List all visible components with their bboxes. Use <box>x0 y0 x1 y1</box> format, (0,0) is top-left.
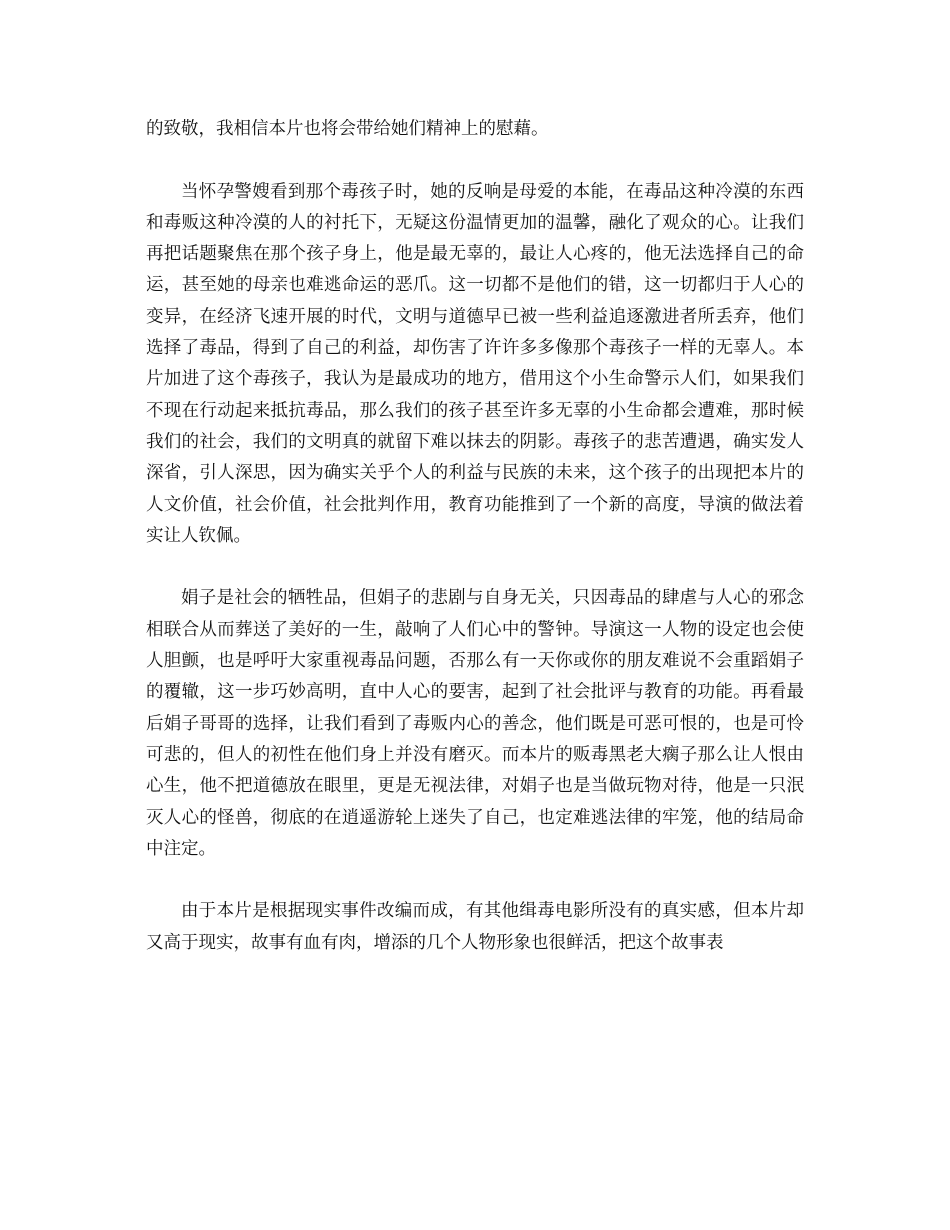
document-page <box>146 114 804 959</box>
paragraph-gap <box>146 145 804 176</box>
paragraph-2: 当怀孕警嫂看到那个毒孩子时，她的反响是母爱的本能，在毒品这种冷漠的东西和毒贩这种冷漠的人的衬托下，无疑这份温情更加的温馨，融化了观众的心。让我们再把话题聚焦在那个孩子身上，他是最无辜的，最让人心疼的，他无法选择自己的命运，甚至她的母亲也难逃命运的恶爪。这一切都不是他们的错，这一切都归于人心的变异，在经济飞速开展的时代，文明与道德早已被一些利益追逐激进者所丢弃，他们选择了毒品，得到了自己的利益，却伤害了许许多多像那个毒孩子一样的无辜人。本片加进了这个毒孩子，我认为是最成功的地方，借用这个小生命警示人们，如果我们不现在行动起来抵抗毒品，那么我们的孩子甚至许多无辜的小生命都会遭难，那时候我们的社会，我们的文明真的就留下难以抹去的阴影。毒孩子的悲苦遭遇，确实发人深省，引人深思，因为确实关乎个人的利益与民族的未来，这个孩子的出现把本片的人文价值，社会价值，社会批判作用，教育功能推到了一个新的高度，导演的做法着实让人钦佩。 <box>146 181 804 546</box>
paragraph-3: 娟子是社会的牺牲品，但娟子的悲剧与自身无关，只因毒品的肆虐与人心的邪念相联合从而葬送了美好的一生，敲响了人们心中的警钟。导演这一人物的设定也会使人胆颤，也是呼吁大家重视毒品问题，否那么有一天你或你的朋友难说不会重蹈娟子的覆辙，这一步巧妙高明，直中人心的要害，起到了社会批评与教育的功能。再看最后娟子哥哥的选择，让我们看到了毒贩内心的善念，他们既是可恶可恨的，也是可怜可悲的，但人的初性在他们身上并没有磨灭。而本片的贩毒黑老大瘸子那么让人恨由心生，他不把道德放在眼里，更是无视法律，对娟子也是当做玩物对待，他是一只泯灭人心的怪兽，彻底的在逍遥游轮上迷失了自己，也定难逃法律的牢笼，他的结局命中注定。 <box>146 588 804 859</box>
paragraph-gap <box>146 865 804 896</box>
paragraph-4: 由于本片是根据现实事件改编而成，有其他缉毒电影所没有的真实感，但本片却又高于现实，故事有血有肉，增添的几个人物形象也很鲜活，把这个故事表 <box>146 901 804 953</box>
paragraph-1: 的致敬，我相信本片也将会带给她们精神上的慰藉。 <box>146 119 549 139</box>
paragraph-gap <box>146 552 804 583</box>
